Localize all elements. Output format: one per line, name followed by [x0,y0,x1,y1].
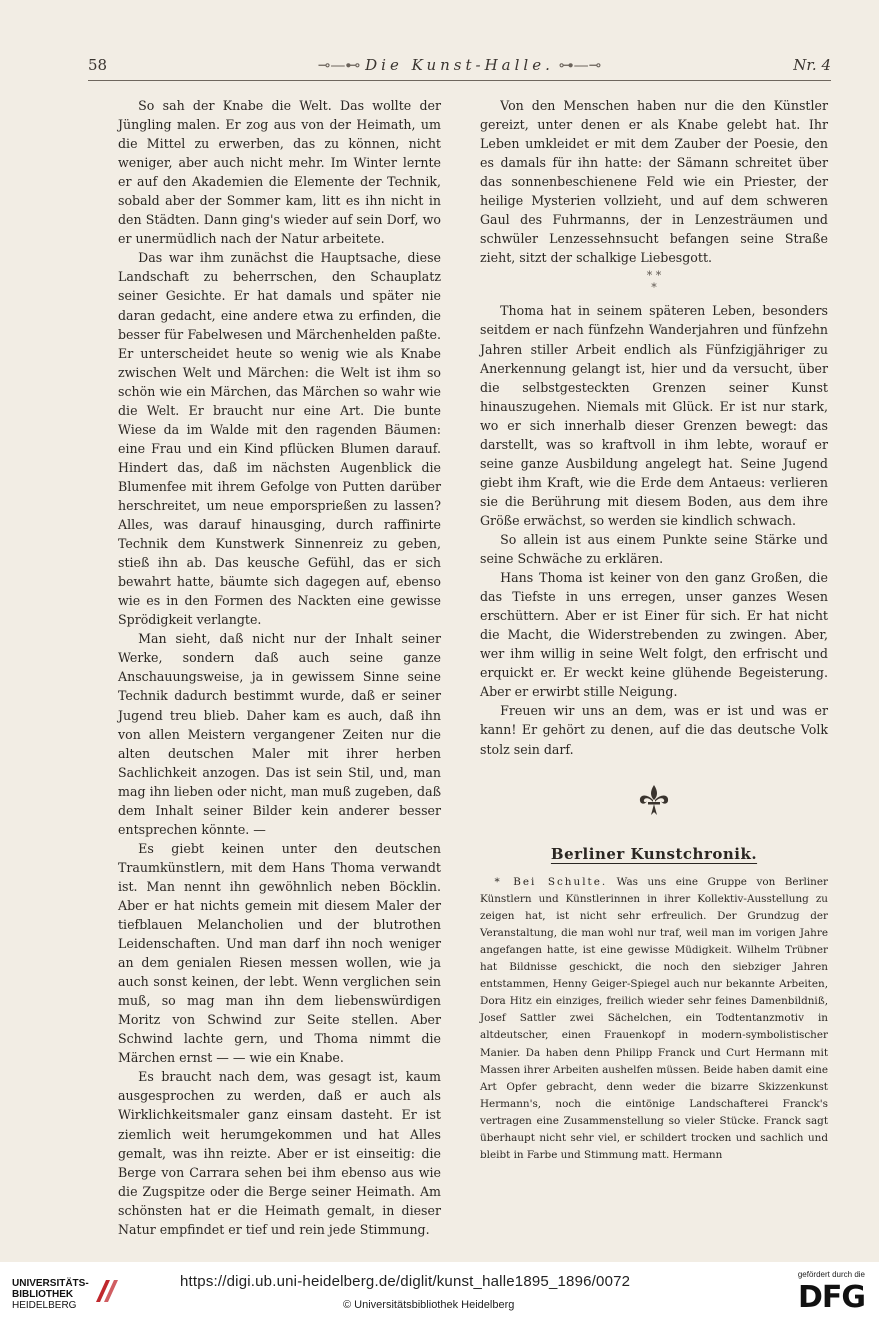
paragraph: So sah der Knabe die Welt. Das wollte der Jüngling malen. Er zog aus von der Heimath, um die Mittel zu erwerben, das zu können, nicht weniger, aber auch nicht mehr. Im Winter lernte er auf den Akademien die Elemente der Technik, sobald aber der Sommer kam, litt es ihn nicht in den Städten. Dann ging's wieder auf sein Dorf, wo er unermüdlich nach der Natur arbeitete. [118,98,441,247]
kunstchronik-text [480,874,828,1165]
paragraph: Freuen wir uns an dem, was er ist und was er kann! Er gehört zu denen, auf die das deutsche Volk stolz sein darf. [480,703,828,757]
left-column [118,96,441,1239]
right-column [480,96,828,1164]
funding-note: gefördert durch die [797,1270,865,1279]
ornament-right-icon: ⊶—⊸ [553,56,602,74]
paragraph: Von den Menschen haben nur die den Künstler gereizt, unter denen er als Knabe gelebt hat. Ihr Leben umkleidet er mit dem Zauber der Poesie, den es damals für ihn hatte: der Sämann schreitet über das sonnenbeschienene Feld wie ein Priester, der heilige Mysterien vollzieht, und auf dem schweren Gaul des Fuhrmanns, der in Lenzesträumen und schwüler Lenzessehnsucht befangen seine Straße zieht, sitzt der schalkige Liebesgott. [480,98,828,266]
issue-number: Nr. 4 [793,56,831,74]
header-rule [88,80,831,81]
running-header [88,52,831,78]
journal-title: ⊸—⊷ Die Kunst-Halle. ⊶—⊸ [317,56,602,74]
page-number: 58 [88,56,108,74]
paragraph: Man sieht, daß nicht nur der Inhalt seiner Werke, sondern daß auch seine ganze Anschauungsweise, ja in gewissem Sinne seine Technik dadurch bestimmt wurde, daß er seiner Jugend treu blieb. Daher kam es auch, daß ihn von allen Meistern vergangener Zeiten nur die alten deutschen Maler mit ihrer herben Sachlichkeit anzogen. Das ist sein Stil, und, man mag ihn lieben oder nicht, man muß zugeben, daß dem Inhalt seiner Bilder kein anderer besser entsprechen könnte. — [118,631,441,837]
library-logo-icon[interactable] [92,1276,122,1306]
section-title: Berliner Kunstchronik. [550,844,758,863]
dfg-logo[interactable]: DFG [797,1280,865,1315]
paragraph: Es giebt keinen unter den deutschen Traumkünstlern, mit dem Hans Thoma verwandt ist. Man nennt ihn gewöhnlich neben Böcklin. Aber er hat nichts gemein mit diesem Maler der tiefblauen Melancholien und der blutrothen Leidenschaften. Und man darf ihn noch weniger an dem genialen Riesen messen wollen, wie ja auch sonst keinen, der lebt. Wenn verglichen sein muß, so mag man ihn dem liebenswürdigen Moritz von Schwind zur Seite stellen. Aber Schwind lachte gern, und Thoma nimmt die Märchen ernst — — wie ein Knabe. [118,840,441,1066]
footer-bar [0,1262,879,1322]
copyright-notice: © Universitätsbibliothek Heidelberg [343,1299,515,1311]
fleuron-ornament-icon [480,783,828,817]
paragraph: Hans Thoma ist keiner von den ganz Großen, die das Tiefste in uns erregen, unser ganzes Wesen erschüttern. Aber er ist Einer für sich. Er hat nicht die Macht, die Widerstrebenden zu zwingen. Aber, wer ihm willig in seine Welt folgt, den erfrischt und erquickt er. Er weckt keine glühende Begeisterung. Aber er erwirbt stille Neigung. [480,570,828,700]
ornament-left-icon: ⊸—⊷ [317,56,366,74]
paragraph: So allein ist aus einem Punkte seine Stärke und seine Schwäche zu erklären. [480,531,828,567]
paragraph: Das war ihm zunächst die Hauptsache, diese Landschaft zu beherrschen, den Schauplatz seiner Gesichte. Er hat damals und später nie daran gedacht, eine andere etwa zu erfinden, die besser für Fabelwesen und Märchenhelden paßte. Er unterscheidet heute so wenig wie als Knabe zwischen Welt und Märchen: die Welt ist ihm so schön wie ein Märchen, das Märchen so wahr wie die Welt. Er braucht nur eine Art. Die bunte Wiese da im Walde mit den ragenden Bäumen: eine Frau und ein Kind pflücken Blumen darauf. Hindert das, daß im nächsten Augenblick die Blumenfee mit ihrem Gefolge von Putten darüber herschreitet, um neue emporsprießen zu lassen? Alles, was darauf hinausging, durch raffinirte Technik dem Kunstwerk Sinnenreiz zu geben, stieß ihn ab. Das keusche Gefühl, das er sich bewahrt hatte, bäumte sich dagegen auf, ebenso wie es in den Formen des Nackten eine gewisse Sprödigkeit verlangte. [118,250,441,628]
library-logo-text[interactable]: UNIVERSITÄTS- BIBLIOTHEK HEIDELBERG [12,1278,89,1311]
section-break-stars: * * * [646,269,662,295]
paragraph: Es braucht nach dem, was gesagt ist, kaum ausgesprochen zu werden, daß er auch als Wirklichkeitsmaler ganz einsam dasteht. Er ist ziemlich weit herumgekommen und hat Alles gemalt, was ihn reizte. Aber er ist einseitig: die Berge von Carrara sehen bei ihm ebenso aus wie die Zugspitze oder die Berge seiner Heimath. Am schönsten hat er die Heimath gemalt, in dieser Natur empfindet er tief und rein jede Stimmung. [118,1069,441,1237]
chronik-lead: * Bei Schulte. [494,875,608,888]
chronik-body: Was uns eine Gruppe von Berliner Künstlern und Künstlerinnen in ihrer Kollektiv-Ausstellung zu zeigen hat, ist nicht sehr erfreulich. Der Grundzug der Veranstaltung, die man wohl nur traf, weil man im vorigen Jahre angefangen hatte, ist eine gewisse Müdigkeit. Wilhelm Trübner hat Bildnisse geschickt, die noch den siebziger Jahren entstammen, Henny Geiger-Spiegel auch nur bekannte Arbeiten, Dora Hitz ein einziges, freilich wieder sehr feines Damenbildniß, Josef Sattler zwei Sächelchen, ein Todtentanzmotiv in altdeutscher, einen Frauenkopf in modern-symbolistischer Manier. Da haben denn Philipp Franck und Curt Hermann mit Massen ihrer Arbeiten aushelfen müssen. Beide haben damit eine Art Opfer gebracht, denn weder die bizarre Skizzenkunst Hermann's, noch die eintönige Landschafterei Franck's vertragen eine Zusammenstellung so vieler Stücke. Franck sagt überhaupt nicht sehr viel, er schildert trocken und sachlich und bleibt in Farbe und Stimmung matt. Hermann [480,875,828,1162]
paragraph: Thoma hat in seinem späteren Leben, besonders seitdem er nach fünfzehn Wanderjahren und fünfzehn Jahren stiller Arbeit endlich als Fünfzigjähriger zu Anerkennung gelangt ist, hier und da versucht, über die selbstgesteckten Grenzen seiner Kunst hinauszugehen. Niemals mit Glück. Er ist nur stark, wo er sich innerhalb dieser Grenzen bewegt: das darstellt, was so kraftvoll in ihm lebte, worauf er seine ganze Ausbildung angelegt hat. Seine Jugend giebt ihm Kraft, wie die Erde dem Antaeus: verlieren sie die Berührung mit diesem Boden, aus dem ihre Größe erwächst, so werden sie kindlich schwach. [480,303,828,528]
permalink-url[interactable]: https://digi.ub.uni-heidelberg.de/diglit/kunst_halle1895_1896/0072 [180,1273,631,1290]
